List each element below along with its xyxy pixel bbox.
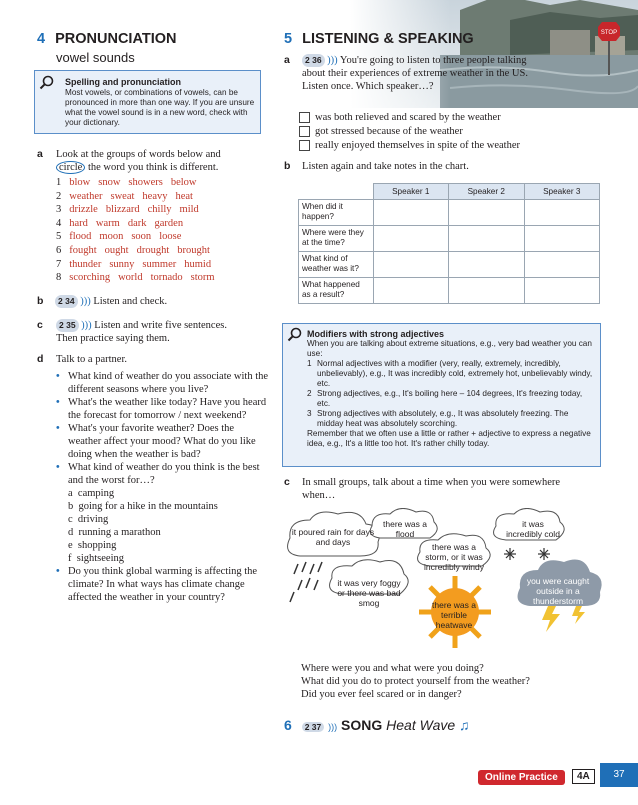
audio-track-badge[interactable]: 2 35	[56, 319, 79, 332]
item-text: running a marathon	[78, 527, 161, 538]
checkbox[interactable]	[299, 140, 310, 151]
task-letter: b	[284, 160, 291, 172]
discussion-bullet	[56, 565, 269, 604]
chart-row	[299, 200, 600, 226]
audio-icon: )))	[328, 722, 338, 732]
row-number: 3	[56, 204, 62, 216]
word: heat	[175, 190, 193, 202]
word: below	[170, 177, 197, 188]
row-number: 6	[56, 244, 62, 256]
task-d-text: Talk to a partner.	[56, 354, 127, 365]
song-heading	[284, 717, 470, 733]
task-letter: b	[37, 295, 44, 307]
row-label: Where were they at the time?	[299, 226, 374, 252]
section-number: 4	[37, 31, 46, 47]
check-label: got stressed because of the weather	[315, 126, 463, 137]
word: humid	[184, 258, 212, 270]
chart-header-row	[299, 184, 600, 200]
row-label: What happened as a result?	[299, 278, 374, 304]
chart-row	[299, 252, 600, 278]
task-c	[37, 319, 267, 345]
check-label: really enjoyed themselves in spite of the weather	[315, 140, 520, 151]
note-cell[interactable]	[524, 252, 600, 278]
cloud-storm-label: there was a storm, or it was incredibly windy	[424, 542, 484, 572]
list-item	[68, 526, 269, 539]
check-item	[299, 125, 544, 138]
question: What did you do to protect yourself from the weather?	[301, 676, 530, 687]
modifiers-box-title: Modifiers with strong adjectives	[307, 329, 445, 339]
discussion-bullet	[56, 422, 269, 461]
task-a-text-2: the word you think is different.	[87, 162, 219, 173]
task-letter: d	[37, 353, 44, 365]
note-cell[interactable]	[524, 278, 600, 304]
word-row	[56, 271, 223, 285]
word: mild	[179, 204, 199, 216]
listen-task-c	[284, 476, 584, 502]
circled-word: circle	[56, 161, 85, 174]
word: dark	[127, 217, 147, 229]
discussion-bullet	[56, 396, 269, 422]
word-row	[56, 258, 223, 272]
item-text: going for a hike in the mountains	[78, 501, 218, 512]
speaker-checklist	[299, 111, 544, 152]
modifier-rule	[307, 359, 595, 389]
word: garden	[154, 217, 184, 229]
bullet-icon: •	[56, 423, 60, 434]
speaker-header: Speaker 1	[373, 184, 449, 200]
item-text: shopping	[77, 540, 117, 551]
song-label: SONG	[341, 717, 383, 733]
word: thunder	[69, 258, 102, 270]
chart-row	[299, 278, 600, 304]
word: sunny	[109, 258, 135, 270]
word: storm	[190, 272, 215, 284]
bullet-icon: •	[56, 397, 60, 408]
pronunciation-subtitle: vowel sounds	[56, 50, 135, 65]
cloud-heatwave-label: there was a terrible heatwave	[432, 600, 476, 630]
rule-text: Strong adjectives, e.g., It's boiling here – 104 degrees, It's freezing today, etc.	[317, 389, 583, 408]
word: hard	[69, 217, 88, 229]
rule-text: Strong adjectives with absolutely, e.g., It was absolutely freezing. The midday heat was absolutely scorching.	[317, 409, 569, 428]
chart-row	[299, 226, 600, 252]
bullet-text: What kind of weather do you think is the best and the worst for…?	[68, 462, 260, 486]
check-label: was both relieved and scared by the weather	[315, 112, 501, 123]
section-number: 6	[284, 717, 292, 733]
bullet-text: What's the weather like today? Have you heard the forecast for tomorrow / next weekend?	[68, 397, 267, 421]
word: showers	[128, 177, 163, 188]
bullet-text: What kind of weather do you associate with the different seasons where you live?	[68, 371, 269, 395]
word: chilly	[147, 204, 172, 216]
rule-number: 1	[307, 359, 312, 368]
modifier-rule	[307, 389, 595, 409]
listening-heading	[284, 31, 474, 47]
list-item	[68, 539, 269, 552]
row-number: 8	[56, 272, 62, 284]
note-cell[interactable]	[373, 226, 449, 252]
item-letter: d	[68, 527, 74, 538]
row-number: 5	[56, 231, 62, 243]
word: scorching	[69, 272, 111, 284]
check-item	[299, 111, 544, 124]
item-text: camping	[77, 488, 115, 499]
row-label: What kind of weather was it?	[299, 252, 374, 278]
item-letter: e	[68, 540, 73, 551]
pronunciation-heading	[37, 31, 176, 47]
listen-task-a	[284, 54, 529, 93]
word-row	[56, 203, 223, 217]
note-cell[interactable]	[449, 200, 525, 226]
row-number: 4	[56, 217, 62, 229]
word: warm	[95, 217, 120, 229]
word: heavy	[142, 190, 168, 202]
note-cell[interactable]	[373, 200, 449, 226]
audio-icon: )))	[327, 55, 338, 66]
follow-up-questions	[301, 662, 591, 701]
song-title: Heat Wave	[386, 717, 456, 733]
cloud-cold-label: it was incredibly cold	[506, 519, 560, 539]
online-practice-badge[interactable]: Online Practice	[478, 770, 565, 785]
list-item	[68, 500, 269, 513]
note-cell[interactable]	[449, 278, 525, 304]
task-b-text: Listen and check.	[93, 296, 168, 307]
modifiers-tip-box	[282, 323, 601, 467]
modifiers-intro: When you are talking about extreme situations, e.g., very bad weather you can use:	[307, 339, 592, 358]
task-c-text-1: Listen and write five sentences.	[94, 320, 227, 331]
check-item	[299, 139, 544, 152]
bullet-icon: •	[56, 462, 60, 473]
task-d	[37, 353, 269, 604]
listen-b-text: Listen again and take notes in the chart.	[302, 161, 469, 172]
magnifier-icon	[39, 75, 55, 91]
item-letter: f	[68, 553, 72, 564]
word-row	[56, 217, 223, 231]
checkbox[interactable]	[299, 126, 310, 137]
word: soon	[131, 231, 152, 243]
word: fought	[69, 244, 97, 256]
magnifier-icon	[287, 327, 303, 343]
speaker-header: Speaker 3	[524, 184, 600, 200]
word: snow	[98, 177, 121, 188]
word: summer	[142, 258, 177, 270]
word-row	[56, 244, 223, 258]
word-groups	[56, 176, 223, 285]
word: loose	[159, 231, 182, 243]
unit-label: 4A	[572, 769, 595, 784]
question: Where were you and what were you doing?	[301, 663, 484, 674]
task-a-text-1: Look at the groups of words below and	[56, 149, 221, 160]
note-cell[interactable]	[449, 226, 525, 252]
word: weather	[69, 190, 103, 202]
bullet-icon: •	[56, 371, 60, 382]
item-letter: c	[68, 514, 73, 525]
section-title: LISTENING & SPEAKING	[302, 31, 474, 47]
note-cell[interactable]	[524, 200, 600, 226]
word-row	[56, 190, 223, 204]
word: tornado	[150, 272, 183, 284]
audio-track-badge[interactable]: 2 36	[302, 54, 325, 67]
modifiers-box-body	[307, 339, 595, 449]
word-row	[56, 230, 223, 244]
list-item	[68, 487, 269, 500]
item-text: sightseeing	[76, 553, 124, 564]
item-letter: a	[68, 488, 73, 499]
modifiers-remember: Remember that we often use a little or rather + adjective to express a negative idea, e.g., It's a little too hot. It's rather chilly today.	[307, 429, 591, 448]
bullet-text: Do you think global warming is affecting the climate? In what ways has climate change affected the weather in your country?	[68, 566, 258, 603]
task-letter: c	[284, 476, 290, 488]
chart-corner	[299, 184, 374, 200]
page-number: 37	[600, 763, 638, 787]
cloud-rain-label: it poured rain for days and days	[291, 527, 375, 547]
section-number: 5	[284, 31, 293, 47]
word: drought	[136, 244, 170, 256]
note-cell[interactable]	[373, 252, 449, 278]
task-c-text-2: Then practice saying them.	[56, 333, 170, 344]
discussion-bullet	[56, 370, 269, 396]
checkbox[interactable]	[299, 112, 310, 123]
audio-icon: )))	[81, 320, 92, 331]
cloud-flood-label: there was a flood	[383, 519, 427, 539]
task-a	[37, 148, 267, 174]
cloud-smog-label: it was very foggy or there was bad smog	[337, 578, 401, 608]
row-number: 7	[56, 258, 62, 270]
task-letter: c	[37, 319, 43, 331]
item-letter: b	[68, 501, 74, 512]
task-letter: a	[284, 54, 290, 66]
notes-chart	[298, 183, 600, 304]
note-cell[interactable]	[373, 278, 449, 304]
word: flood	[69, 231, 92, 243]
word: world	[118, 272, 143, 284]
bullet-text: What's your favorite weather? Does the weather affect your mood? What do you like doing when the weather is bad?	[68, 423, 256, 460]
task-b	[37, 295, 167, 308]
row-number: 2	[56, 190, 62, 202]
activity-list	[56, 487, 269, 565]
modifier-rule	[307, 409, 595, 429]
music-note-icon: ♫	[459, 717, 470, 733]
word: drizzle	[69, 204, 98, 216]
row-number: 1	[56, 177, 62, 188]
audio-track-badge[interactable]: 2 34	[55, 295, 78, 308]
audio-icon: )))	[80, 296, 91, 307]
rule-text: Normal adjectives with a modifier (very, really, extremely, incredibly, unbelievably), e.g., It was incredibly cold, extremely hot, unbelievably windy, etc.	[317, 359, 593, 388]
word: moon	[99, 231, 124, 243]
cloud-thunderstorm-label: you were caught outside in a thunderstorm	[526, 576, 590, 606]
word: ought	[104, 244, 129, 256]
spelling-tip-box	[34, 70, 261, 134]
word: blizzard	[105, 204, 140, 216]
listen-a-text: You're going to listen to three people talking about their experiences of extreme weather in the US. Listen once. Which speaker…?	[302, 55, 528, 92]
task-letter: a	[37, 148, 43, 160]
speaker-header: Speaker 2	[449, 184, 525, 200]
question: Did you ever feel scared or in danger?	[301, 689, 462, 700]
note-cell[interactable]	[449, 252, 525, 278]
word-row	[56, 176, 223, 190]
audio-track-badge[interactable]: 2 37	[302, 722, 325, 732]
list-item	[68, 513, 269, 526]
item-text: driving	[77, 514, 109, 525]
word: sweat	[110, 190, 135, 202]
list-item	[68, 552, 269, 565]
bullet-icon: •	[56, 566, 60, 577]
discussion-bullet	[56, 461, 269, 487]
row-label: When did it happen?	[299, 200, 374, 226]
listen-c-text: In small groups, talk about a time when you were somewhere when…	[302, 477, 561, 501]
note-cell[interactable]	[524, 226, 600, 252]
word: brought	[177, 244, 210, 256]
listen-task-b	[284, 160, 469, 173]
rule-number: 2	[307, 389, 312, 398]
spelling-tip-title: Spelling and pronunciation	[65, 77, 181, 87]
word: blow	[69, 177, 91, 188]
section-title: PRONUNCIATION	[55, 31, 177, 47]
rule-number: 3	[307, 409, 312, 418]
spelling-tip-text: Most vowels, or combinations of vowels, can be pronounced in more than one way. If you are unsure what the vowel sound is in a new word, check with your dictionary.	[65, 88, 255, 127]
